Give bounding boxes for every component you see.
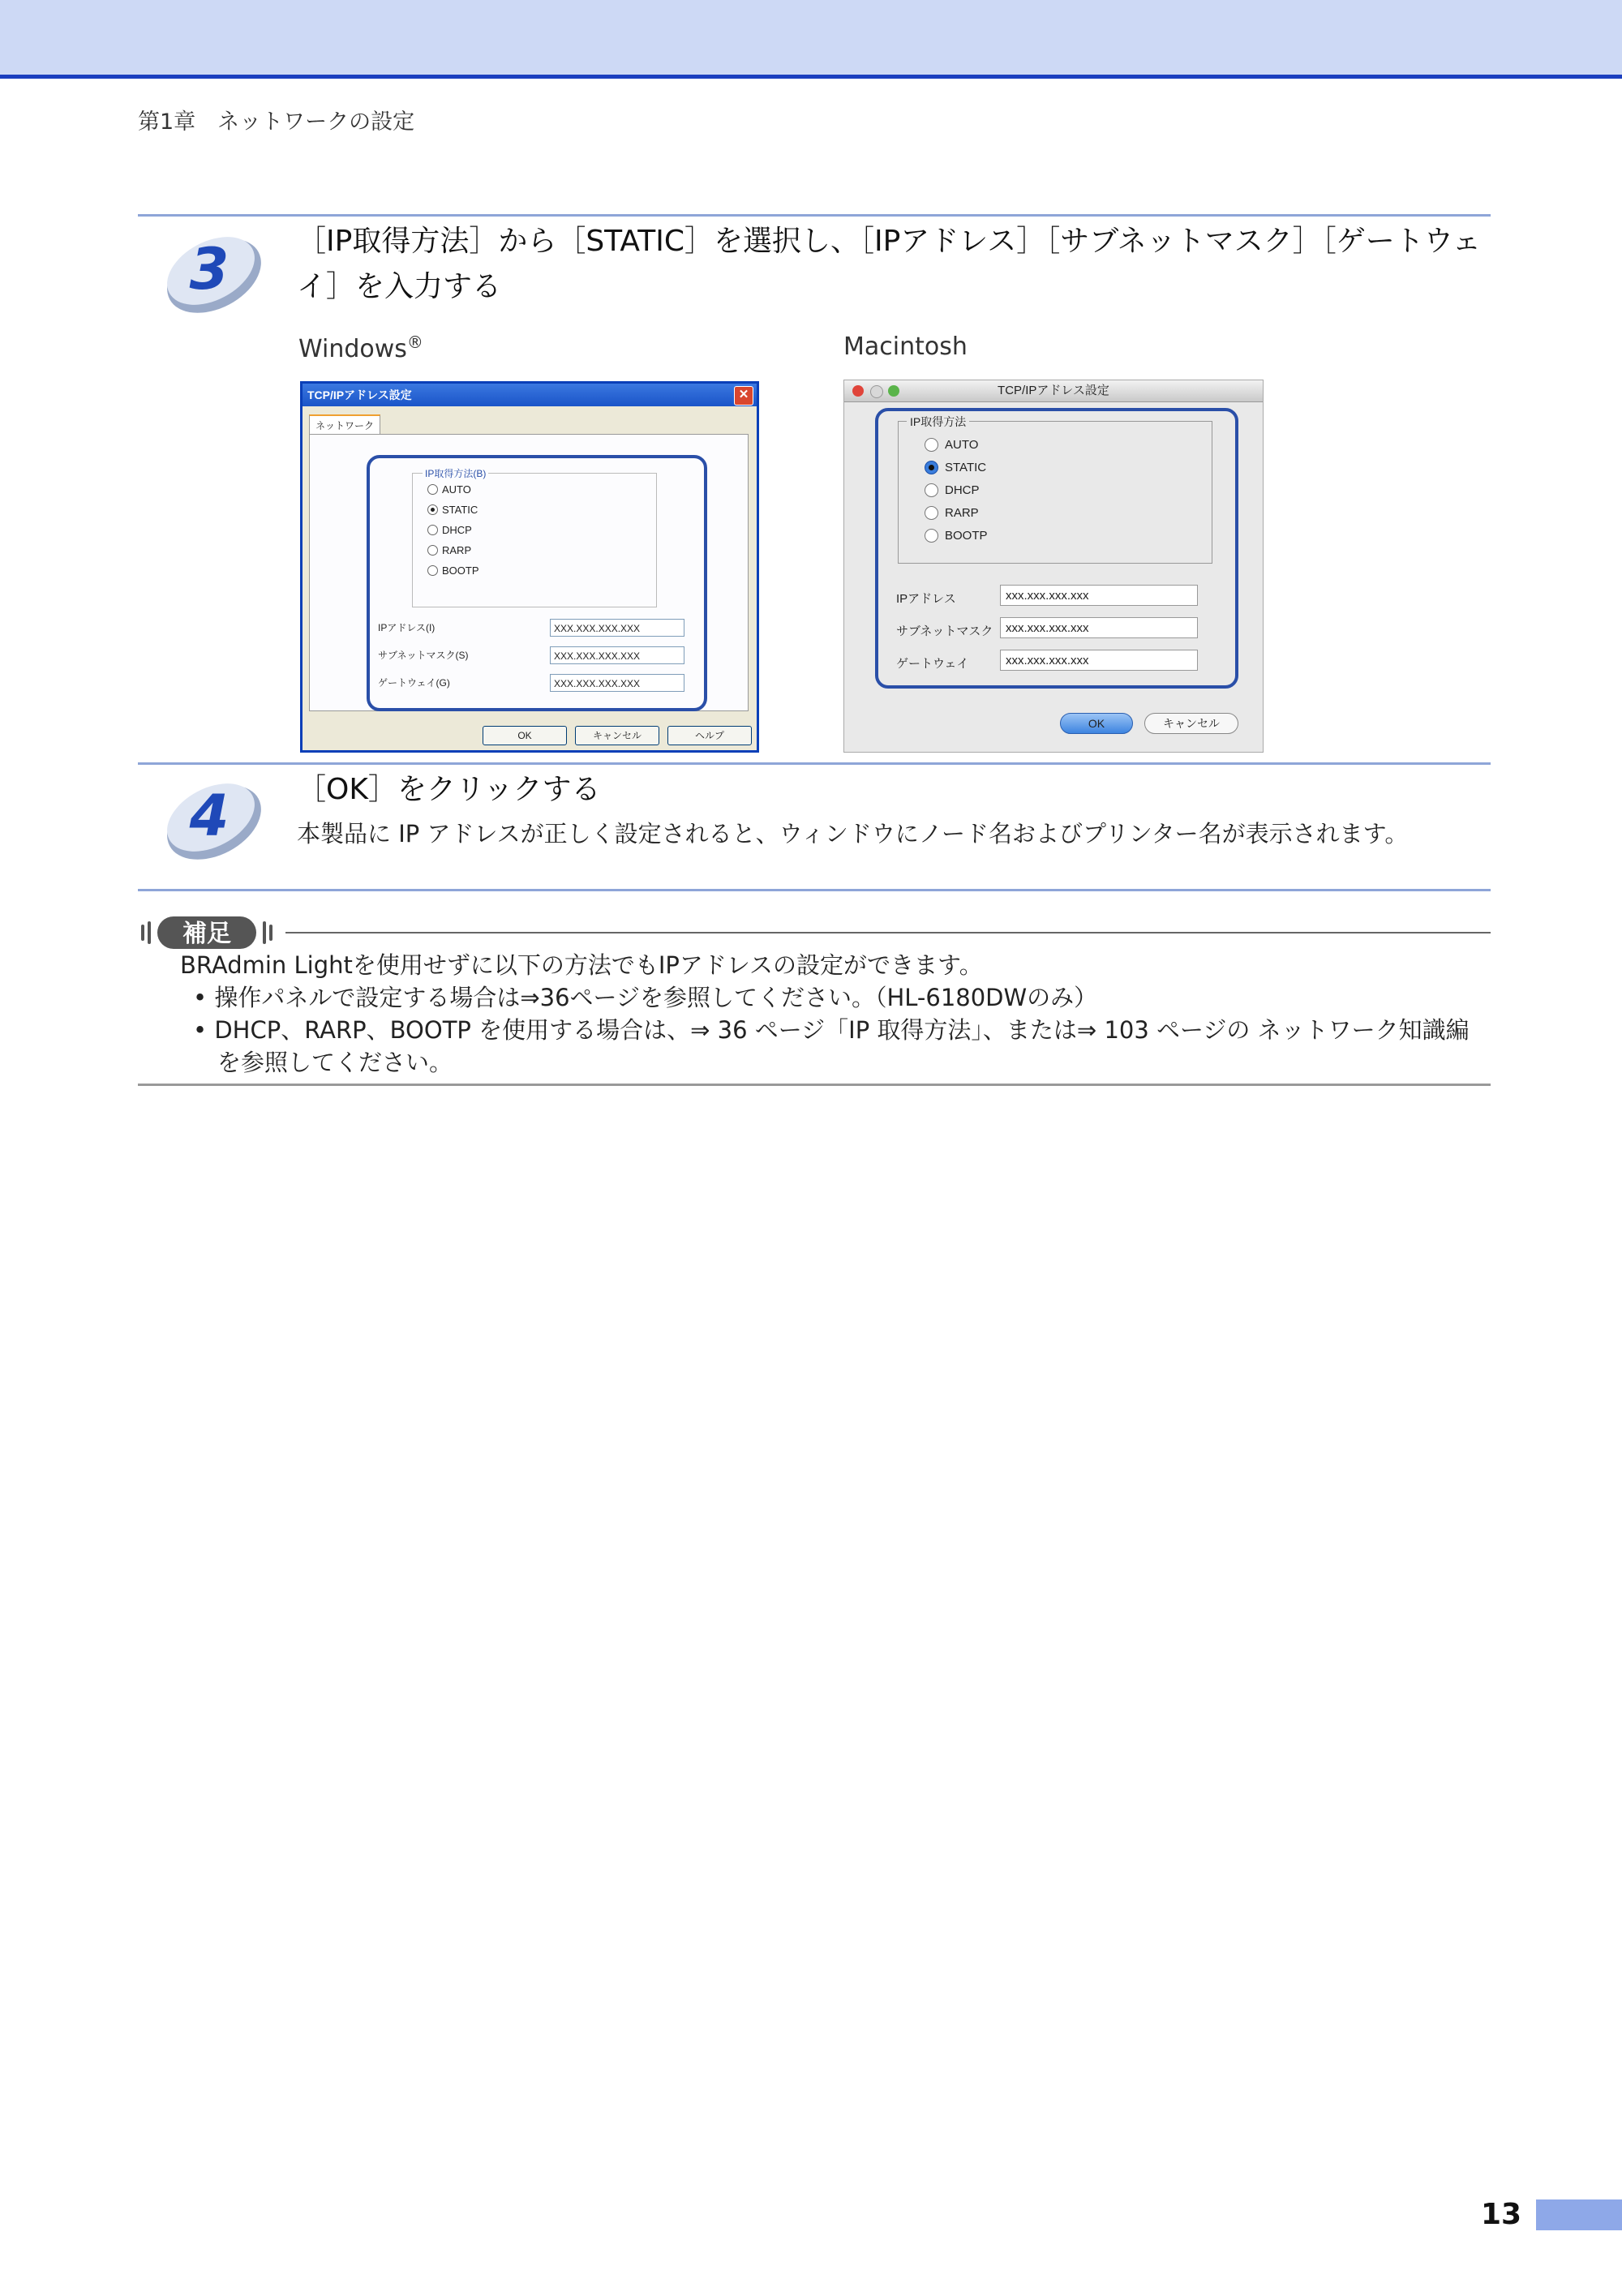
close-dot-icon[interactable] <box>852 385 864 397</box>
radio-selected-icon <box>427 504 438 515</box>
zoom-dot-icon[interactable] <box>888 385 899 397</box>
radio-rarp[interactable]: RARP <box>427 544 471 556</box>
step-4-body: 本製品に IP アドレスが正しく設定されると、ウィンドウにノード名およびプリンター名が表示されます。 <box>297 820 1409 848</box>
radio-static[interactable]: STATIC <box>925 461 986 474</box>
note-bullet: • 操作パネルで設定する場合は⇒36ページを参照してください。（HL-6180DWのみ） <box>193 984 1098 1011</box>
group-label: IP取得方法 <box>907 414 969 430</box>
ip-address-label: IPアドレス <box>896 592 956 606</box>
subnet-mask-label: サブネットマスク <box>896 624 993 638</box>
radio-dhcp[interactable]: DHCP <box>925 483 980 497</box>
radio-auto[interactable]: AUTO <box>925 438 978 452</box>
step-number: 4 <box>189 783 230 849</box>
note-rule <box>285 932 1491 933</box>
note-bottom-rule <box>138 1084 1491 1086</box>
radio-bootp[interactable]: BOOTP <box>427 564 479 577</box>
step-divider <box>138 762 1491 765</box>
radio-dhcp[interactable]: DHCP <box>427 524 472 536</box>
page-tab <box>1536 2199 1622 2230</box>
windows-dialog-screenshot <box>300 381 759 753</box>
radio-icon <box>427 545 438 556</box>
tab-network[interactable]: ネットワーク <box>309 414 380 436</box>
mac-label: Macintosh <box>843 333 968 361</box>
gateway-label: ゲートウェイ(G) <box>378 677 450 689</box>
subnet-mask-label: サブネットマスク(S) <box>378 650 469 661</box>
ok-button[interactable]: OK <box>483 726 567 745</box>
radio-icon <box>925 438 938 452</box>
radio-icon <box>925 529 938 543</box>
mac-titlebar <box>844 380 1263 402</box>
close-icon[interactable]: ✕ <box>734 386 753 406</box>
ip-address-label: IPアドレス(I) <box>378 622 436 633</box>
step-4-title: ［OK］をクリックする <box>297 773 601 806</box>
step-number: 3 <box>189 236 230 303</box>
radio-auto[interactable]: AUTO <box>427 483 471 496</box>
step-3-icon <box>156 224 269 321</box>
radio-icon <box>925 483 938 497</box>
help-button[interactable]: ヘルプ <box>667 726 752 745</box>
win-panel <box>309 434 749 711</box>
win-titlebar <box>303 384 757 406</box>
radio-selected-icon <box>925 461 938 474</box>
ip-address-field[interactable]: XXX.XXX.XXX.XXX <box>550 619 684 637</box>
cancel-button[interactable]: キャンセル <box>575 726 659 745</box>
radio-icon <box>427 484 438 495</box>
header-band <box>0 0 1622 79</box>
cancel-button[interactable]: キャンセル <box>1144 713 1238 734</box>
radio-icon <box>925 506 938 520</box>
ip-address-field[interactable]: xxx.xxx.xxx.xxx <box>1000 585 1198 606</box>
win-title: TCP/IPアドレス設定 <box>307 388 412 401</box>
radio-icon <box>427 525 438 535</box>
subnet-mask-field[interactable]: xxx.xxx.xxx.xxx <box>1000 617 1198 638</box>
gateway-field[interactable]: XXX.XXX.XXX.XXX <box>550 674 684 692</box>
highlight-frame <box>875 408 1238 689</box>
gateway-label: ゲートウェイ <box>896 657 969 671</box>
subnet-mask-field[interactable]: XXX.XXX.XXX.XXX <box>550 646 684 664</box>
mac-title: TCP/IPアドレス設定 <box>998 384 1109 397</box>
page-number: 13 <box>1481 2198 1522 2231</box>
minimize-dot-icon[interactable] <box>870 385 883 398</box>
note-intro: BRAdmin Lightを使用せずに以下の方法でもIPアドレスの設定ができます。 <box>180 951 983 979</box>
radio-bootp[interactable]: BOOTP <box>925 529 988 543</box>
mac-dialog-screenshot <box>843 380 1264 753</box>
note-badge-text: 補足 <box>182 920 231 948</box>
radio-static[interactable]: STATIC <box>427 504 478 516</box>
step-3-title: ［IP取得方法］から［STATIC］を選択し、［IPアドレス］［サブネットマスク］［ゲートウェイ］を入力する <box>297 225 1482 303</box>
ip-method-group <box>898 415 1212 564</box>
radio-rarp[interactable]: RARP <box>925 506 979 520</box>
step-divider <box>138 214 1491 217</box>
radio-icon <box>427 565 438 576</box>
chapter-title: 第1章 ネットワークの設定 <box>138 109 415 135</box>
ok-button[interactable]: OK <box>1060 713 1133 734</box>
note-bullet: • DHCP、RARP、BOOTP を使用する場合は、⇒ 36 ページ「IP 取得方法」、または⇒ 103 ページの ネットワーク知識編を参照してください。 <box>193 1016 1470 1076</box>
group-label: IP取得方法(B) <box>423 466 488 480</box>
windows-label: Windows® <box>298 333 423 363</box>
highlight-frame <box>367 455 707 711</box>
note-badge-icon <box>138 913 276 952</box>
step-4-icon <box>156 770 269 868</box>
note-divider <box>138 889 1491 891</box>
ip-method-group <box>412 468 657 607</box>
gateway-field[interactable]: xxx.xxx.xxx.xxx <box>1000 650 1198 671</box>
